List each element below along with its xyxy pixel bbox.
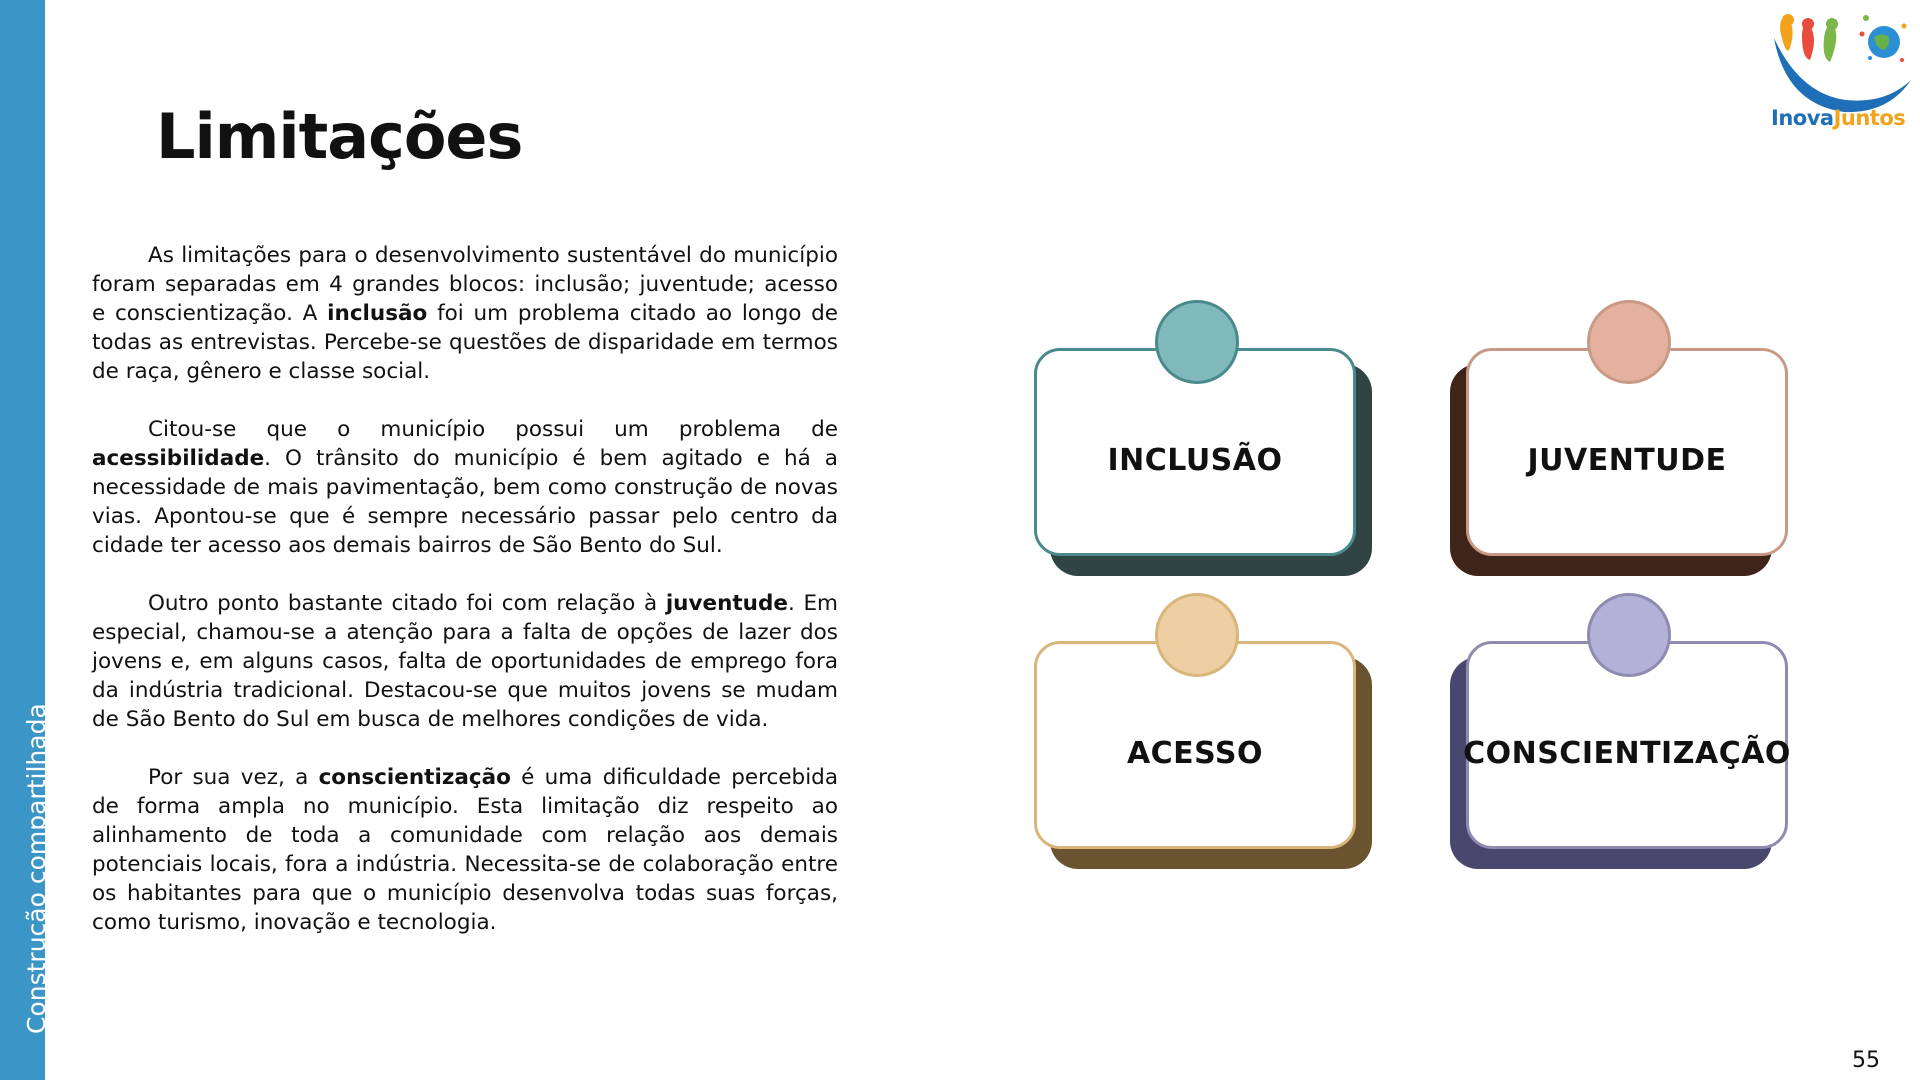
keyword-inclusao: inclusão xyxy=(327,301,428,326)
paragraph-text: Por sua vez, a xyxy=(148,765,319,790)
card-label: INCLUSÃO xyxy=(1107,442,1283,478)
paragraph-text: As limitações para o desenvolvimento sustentável do município foram separadas em 4 grandes blocos: inclusão; juventude; acesso e conscientização. A xyxy=(92,243,838,326)
keyword-acessibilidade: acessibilidade xyxy=(92,446,265,471)
paragraph-juventude xyxy=(92,589,838,734)
keyword-juventude: juventude xyxy=(665,591,788,616)
card-label: JUVENTUDE xyxy=(1527,442,1727,478)
paragraph-text: foi um problema citado ao longo de todas as entrevistas. Percebe-se questões de disparidade em termos de raça, gênero e classe social. xyxy=(92,301,839,384)
paragraph-text: Citou-se que o município possui um problema de xyxy=(148,417,838,442)
card-inclusao xyxy=(1034,348,1374,576)
logo-text-inova: Inova xyxy=(1771,106,1834,130)
logo-wordmark xyxy=(1771,106,1905,130)
paragraph-inclusao xyxy=(92,241,838,386)
paragraph-text: . Em especial, chamou-se a atenção para a falta de opções de lazer dos jovens e, em alguns casos, falta de oportunidades de emprego fora da indústria tradicional. Destacou-se que muitos jovens se mudam de São Bento do Sul em busca de melhores condições de vida. xyxy=(92,591,839,732)
paragraph-text: Outro ponto bastante citado foi com relação à xyxy=(148,591,666,616)
paragraph-acessibilidade xyxy=(92,415,838,560)
body-text xyxy=(92,241,838,966)
logo-text-juntos: Juntos xyxy=(1833,106,1906,130)
page-number: 55 xyxy=(1852,1048,1880,1073)
paragraph-text: é uma dificuldade percebida de forma ampla no município. Esta limitação diz respeito ao alinhamento de toda a comunidade com relação aos demais potenciais locais, fora a indústria. Necessita-se de colaboração entre os habitantes para que o município desenvolva todas suas forças, como turismo, inovação e tecnologia. xyxy=(92,765,838,935)
paragraph-text: . O trânsito do município é bem agitado e há a necessidade de mais pavimentação, bem como construção de novas vias. Apontou-se que é sempre necessário passar pelo centro da cidade ter acesso aos demais bairros de São Bento do Sul. xyxy=(92,446,838,558)
paragraph-conscientizacao xyxy=(92,763,838,937)
card-label: CONSCIENTIZAÇÃO xyxy=(1463,735,1791,771)
sidebar-label: Construção compartilhada xyxy=(22,703,51,1034)
card-conscientizacao xyxy=(1463,641,1806,869)
keyword-conscientizacao: conscientização xyxy=(318,765,511,790)
page-title: Limitações xyxy=(156,100,523,173)
card-label: ACESSO xyxy=(1126,735,1264,771)
card-acesso xyxy=(1034,641,1374,869)
card-juventude xyxy=(1466,348,1806,576)
